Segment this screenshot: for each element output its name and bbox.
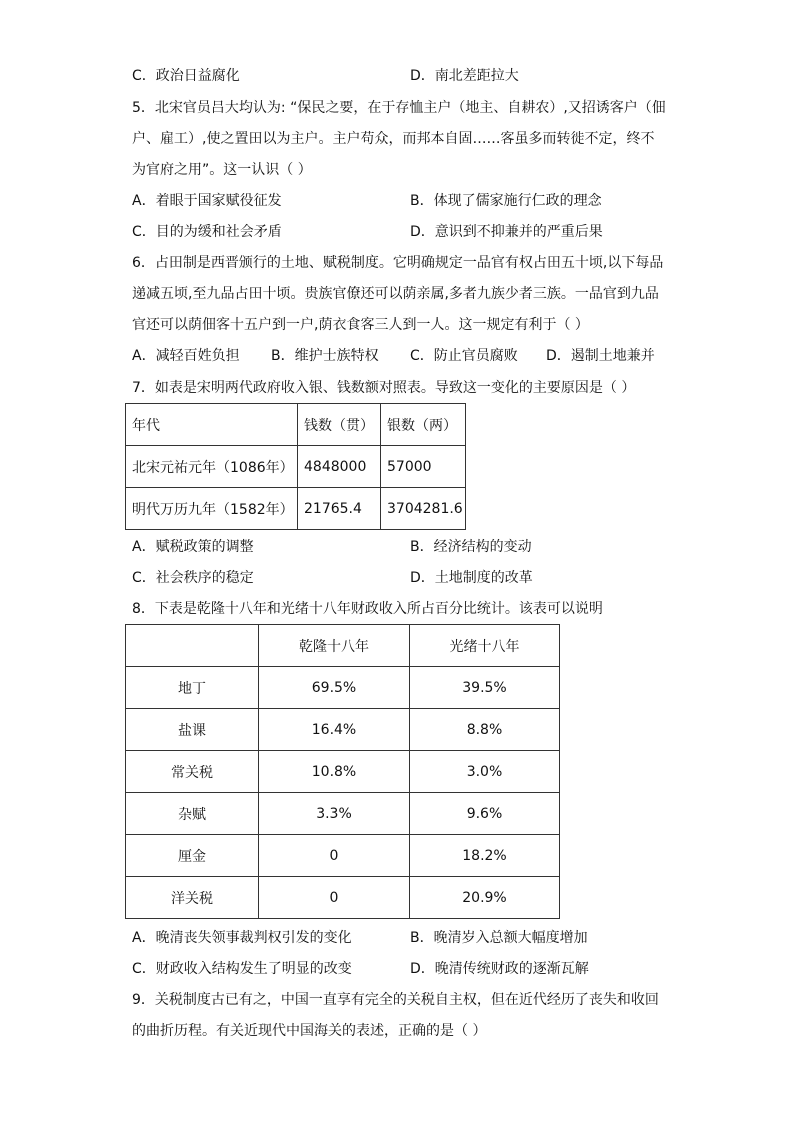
q7-option-b: B．经济结构的变动 — [410, 539, 532, 555]
q5-stem-line-2: 户、雇工）,使之置田以为主户。主户苟众，而邦本自固……客虽多而转徙不定，终不 — [132, 131, 655, 147]
q8-option-c: C．财政收入结构发生了明显的改变 — [132, 961, 352, 977]
table-row — [126, 667, 560, 709]
table-row — [126, 709, 560, 751]
q8-table — [125, 624, 560, 919]
table-cell: 3.3% — [259, 793, 410, 835]
table-cell: 4848000 — [298, 446, 381, 488]
table-cell: 21765.4 — [298, 488, 381, 530]
table-row — [126, 488, 466, 530]
table-cell: 18.2% — [410, 835, 560, 877]
table-header-row — [126, 625, 560, 667]
q8-option-d: D．晚清传统财政的逐渐瓦解 — [410, 961, 589, 977]
table-cell: 盐课 — [126, 709, 259, 751]
table-cell: 0 — [259, 877, 410, 919]
q5-stem-line-3: 为官府之用”。这一认识（ ） — [132, 162, 312, 178]
q7-option-d: D．土地制度的改革 — [410, 570, 533, 586]
table-header-cell — [126, 625, 259, 667]
table-cell: 69.5% — [259, 667, 410, 709]
q5-option-d: D．意识到不抑兼并的严重后果 — [410, 224, 603, 240]
table-cell: 3.0% — [410, 751, 560, 793]
table-header-cell: 钱数（贯） — [298, 404, 381, 446]
q4-option-c: C．政治日益腐化 — [132, 68, 240, 84]
table-cell: 洋关税 — [126, 877, 259, 919]
table-cell: 常关税 — [126, 751, 259, 793]
q8-option-a: A．晚清丧失领事裁判权引发的变化 — [132, 930, 352, 946]
table-cell: 20.9% — [410, 877, 560, 919]
table-cell: 厘金 — [126, 835, 259, 877]
table-header-cell: 银数（两） — [381, 404, 466, 446]
q7-table — [125, 403, 466, 530]
table-cell: 39.5% — [410, 667, 560, 709]
table-header-row — [126, 404, 466, 446]
table-cell: 10.8% — [259, 751, 410, 793]
q8-stem: 8．下表是乾隆十八年和光绪十八年财政收入所占百分比统计。该表可以说明 — [132, 601, 603, 617]
q7-stem: 7．如表是宋明两代政府收入银、钱数额对照表。导致这一变化的主要原因是（ ） — [132, 380, 636, 396]
table-cell: 明代万历九年（1582年） — [126, 488, 298, 530]
q8-option-b: B．晚清岁入总额大幅度增加 — [410, 930, 588, 946]
table-row — [126, 446, 466, 488]
q5-option-b: B．体现了儒家施行仁政的理念 — [410, 193, 602, 209]
q5-option-c: C．目的为缓和社会矛盾 — [132, 224, 282, 240]
q6-option-a: A．减轻百姓负担 — [132, 348, 240, 364]
q6-option-c: C．防止官员腐败 — [410, 348, 518, 364]
q6-stem-line-3: 官还可以荫佃客十五户到一户,荫衣食客三人到一人。这一规定有利于（ ） — [132, 317, 589, 333]
q6-stem-line-2: 递减五顷,至九品占田十顷。贵族官僚还可以荫亲属,多者九族少者三族。一品官到九品 — [132, 286, 659, 302]
table-cell: 0 — [259, 835, 410, 877]
q9-stem-line-2: 的曲折历程。有关近现代中国海关的表述，正确的是（ ） — [132, 1023, 487, 1039]
q5-stem-line-1: 5．北宋官员吕大均认为: “保民之要，在于存恤主户（地主、自耕农）,又招诱客户（佃 — [132, 100, 666, 116]
q7-option-c: C．社会秩序的稳定 — [132, 570, 254, 586]
q6-stem-line-1: 6．占田制是西晋颁行的土地、赋税制度。它明确规定一品官有权占田五十顷,以下每品 — [132, 255, 664, 271]
q6-option-d: D．遏制土地兼并 — [546, 348, 655, 364]
q9-stem-line-1: 9．关税制度古已有之，中国一直享有完全的关税自主权，但在近代经历了丧失和收回 — [132, 992, 659, 1008]
q5-option-a: A．着眼于国家赋役征发 — [132, 193, 282, 209]
table-cell: 杂赋 — [126, 793, 259, 835]
table-cell: 9.6% — [410, 793, 560, 835]
table-cell: 北宋元祐元年（1086年） — [126, 446, 298, 488]
table-cell: 16.4% — [259, 709, 410, 751]
q4-option-d: D．南北差距拉大 — [410, 68, 519, 84]
table-row — [126, 793, 560, 835]
table-cell: 57000 — [381, 446, 466, 488]
table-row — [126, 877, 560, 919]
table-cell: 8.8% — [410, 709, 560, 751]
table-header-cell: 光绪十八年 — [410, 625, 560, 667]
table-header-cell: 乾隆十八年 — [259, 625, 410, 667]
table-row — [126, 835, 560, 877]
table-cell: 地丁 — [126, 667, 259, 709]
table-row — [126, 751, 560, 793]
table-header-cell: 年代 — [126, 404, 298, 446]
q6-option-b: B．维护士族特权 — [271, 348, 379, 364]
q7-option-a: A．赋税政策的调整 — [132, 539, 254, 555]
table-cell: 3704281.6 — [381, 488, 466, 530]
